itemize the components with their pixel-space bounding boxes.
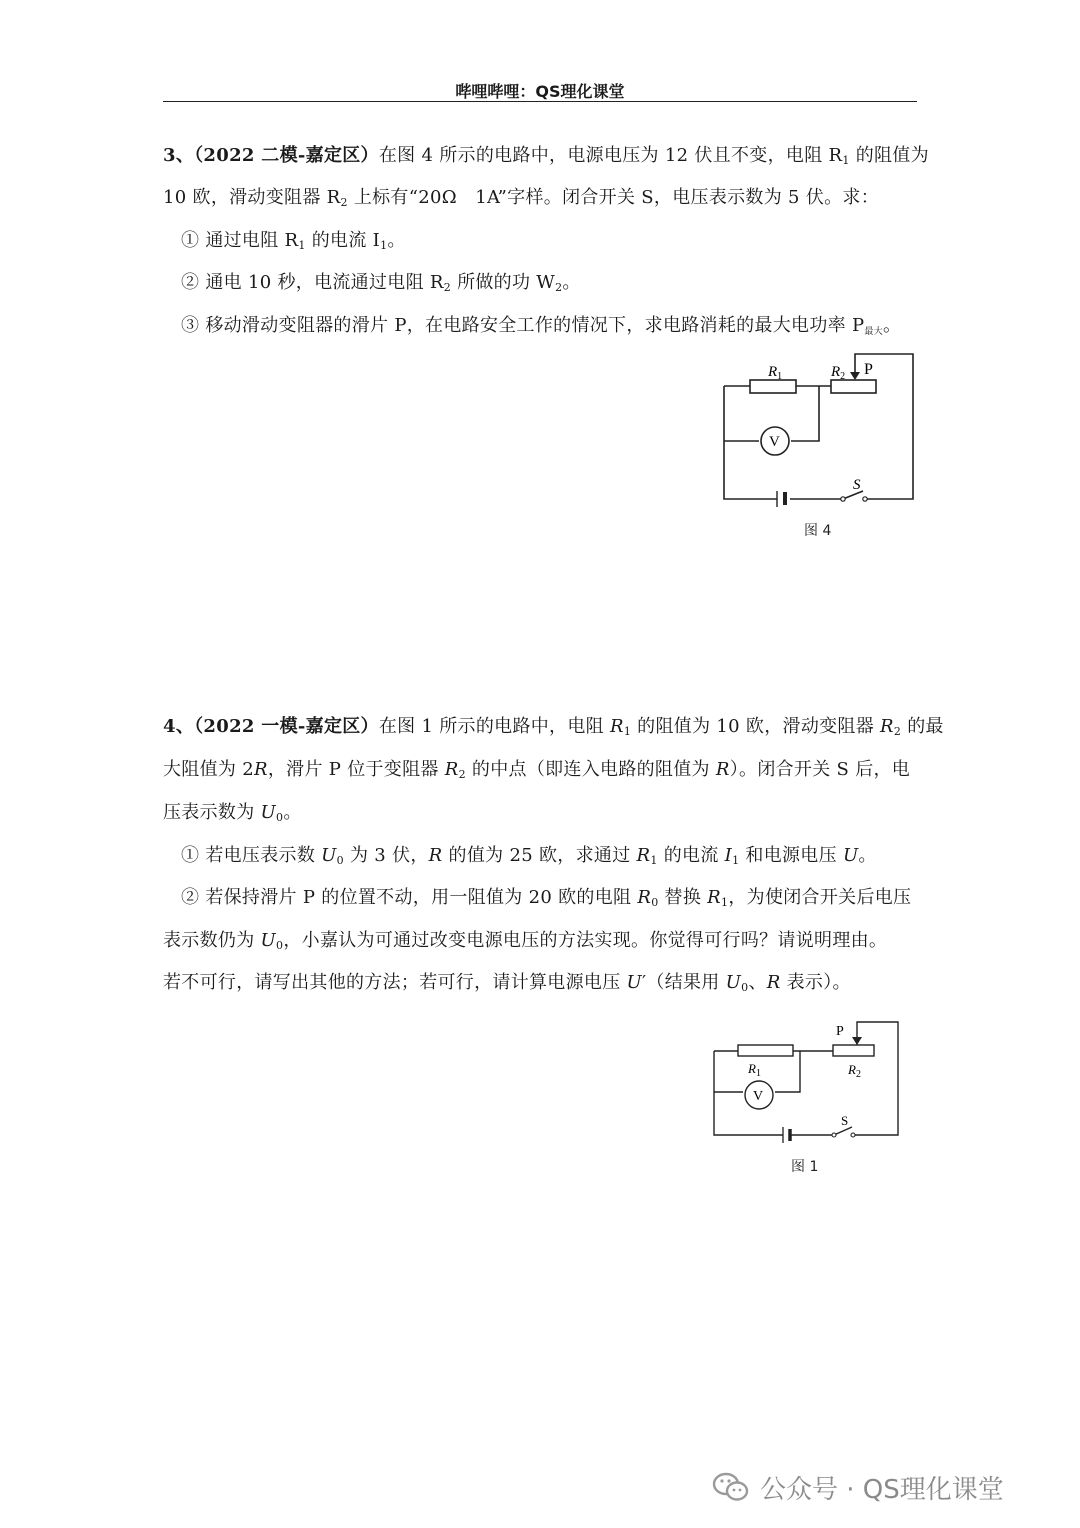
q3-text: ① 通过电阻 R (181, 230, 299, 251)
q3-item3 (181, 311, 901, 337)
q3-text: 。 (883, 315, 902, 336)
fig1-p-label: P (836, 1024, 844, 1039)
q3-item1: ① 通过电阻 $R_1$ 的电流 $I_1$。 (181, 230, 406, 252)
q4-text: 的电流 (657, 845, 725, 866)
q4-text: ② 若保持滑片 P 的位置不动，用一阻值为 20 欧的电阻 (181, 887, 638, 908)
q4-stem-line2: 大阻值为 2R，滑片 P 位于变阻器 $R_2$ 的中点（即连入电路的阻值为 R）。闭合开关 S 后，电 (163, 759, 911, 781)
q4-source-tag: （2022 一模-嘉定区） (194, 716, 379, 737)
fig4-switch-label: S (853, 477, 861, 493)
q4-stem-line1: 4、（2022 一模-嘉定区）在图 1 所示的电路中，电阻 $R_1$ 的阻值为 10 欧，滑动变阻器 $R_2$ 的最 (163, 716, 944, 738)
q4-item1: ① 若电压表示数 $U_0$ 为 3 伏，R 的值为 25 欧，求通过 $R_1$ 的电流 $I_1$ 和电源电压 U。 (181, 845, 877, 867)
q3-stem-line2: 10 欧，滑动变阻器 $R_2$ 上标有“20Ω 1A”字样。闭合开关 S，电压表示数为 5 伏。求： (163, 187, 880, 209)
q4-item2-line3: 若不可行，请写出其他的方法；若可行，请计算电源电压 U′（结果用 $U_0$、R 表示）。 (163, 972, 851, 994)
q3-text: ③ 移动滑动变阻器的滑片 P，在电路安全工作的情况下，求电路消耗的最大电功率 P (181, 315, 865, 336)
circuit-diagram-fig4 (715, 350, 925, 510)
q4-text: 的值为 25 欧，求通过 (442, 845, 637, 866)
q4-text: 的中点（即连入电路的阻值为 (465, 759, 716, 780)
wechat-watermark (712, 1467, 1004, 1507)
fig1-switch-label: S (841, 1113, 849, 1128)
q3-text: 的阻值为 (849, 145, 929, 166)
fig1-caption: 图 1 (791, 1159, 819, 1175)
q4-text: 。 (858, 845, 877, 866)
q4-text: 表示数仍为 (163, 930, 261, 951)
circuit-diagram-fig1 (705, 1018, 915, 1150)
q4-text: ，滑片 P 位于变阻器 (267, 759, 445, 780)
q4-text: 大阻值为 2 (163, 759, 254, 780)
q3-source-tag: （2022 二模-嘉定区） (194, 145, 379, 166)
watermark-text: 公众号 · QS理化课堂 (760, 1474, 1004, 1505)
fig4-p-label: P (864, 361, 873, 378)
q4-item2-line1: ② 若保持滑片 P 的位置不动，用一阻值为 20 欧的电阻 $R_0$ 替换 $R_1$，为使闭合开关后电压 (181, 887, 912, 909)
q4-text: ，小嘉认为可通过改变电源电压的方法实现。你觉得可行吗？请说明理由。 (283, 930, 888, 951)
q3-text: 在图 4 所示的电路中，电源电压为 12 伏且不变，电阻 R (378, 145, 843, 166)
q4-text: ，为使闭合开关后电压 (728, 887, 912, 908)
q4-text: ① 若电压表示数 (181, 845, 322, 866)
q4-text: 替换 (658, 887, 708, 908)
fig4-caption: 图 4 (804, 523, 832, 539)
q3-text: 。 (562, 272, 581, 293)
q3-number: 3、 (163, 145, 195, 166)
q4-stem-line3: 压表示数为 $U_0$。 (163, 802, 302, 824)
header-rule (163, 101, 917, 102)
q4-text: 和电源电压 (739, 845, 843, 866)
q4-text: 在图 1 所示的电路中，电阻 (378, 716, 610, 737)
page-header: 哔哩哔哩：QS理化课堂 (455, 82, 625, 101)
q4-text: 为 3 伏， (343, 845, 429, 866)
fig1-voltmeter-label: V (753, 1089, 764, 1104)
q4-text: 、 (748, 972, 767, 993)
fig1-r1-label: $R_1$ (748, 1061, 761, 1079)
q4-item2-line2: 表示数仍为 $U_0$，小嘉认为可通过改变电源电压的方法实现。你觉得可行吗？请说明理由。 (163, 930, 888, 952)
q4-text: 。 (283, 802, 302, 823)
q3-stem-line1: 3、（2022 二模-嘉定区）在图 4 所示的电路中，电源电压为 12 伏且不变，电阻 $R_1$ 的阻值为 (163, 145, 929, 167)
wechat-icon (712, 1471, 750, 1503)
q3-text: 上标有“20Ω 1A”字样。闭合开关 S，电压表示数为 5 伏。求： (347, 187, 880, 208)
q4-number: 4、 (163, 716, 195, 737)
q4-text: 的阻值为 10 欧，滑动变阻器 (631, 716, 881, 737)
q4-text: ）。闭合开关 S 后，电 (729, 759, 911, 780)
q3-text: 。 (387, 230, 406, 251)
fig4-r2-label: $R_2$ (831, 364, 846, 382)
fig4-voltmeter-label: V (769, 434, 780, 450)
q4-text: 若不可行，请写出其他的方法；若可行，请计算电源电压 (163, 972, 627, 993)
q3-text: 所做的功 W (451, 272, 556, 293)
q4-text: 的最 (901, 716, 944, 737)
q4-text: 压表示数为 (163, 802, 261, 823)
q3-item2: ② 通电 10 秒，电流通过电阻 $R_2$ 所做的功 $W_2$。 (181, 272, 581, 294)
q4-text: 表示）。 (780, 972, 851, 993)
q3-text: 的电流 I (305, 230, 381, 251)
q4-text: （结果用 (646, 972, 726, 993)
q3-text: 最大 (864, 327, 883, 337)
q3-text: ② 通电 10 秒，电流通过电阻 R (181, 272, 444, 293)
q3-text: 10 欧，滑动变阻器 R (163, 187, 341, 208)
fig4-r1-label: $R_1$ (768, 364, 783, 382)
fig1-r2-label: $R_2$ (848, 1062, 861, 1080)
